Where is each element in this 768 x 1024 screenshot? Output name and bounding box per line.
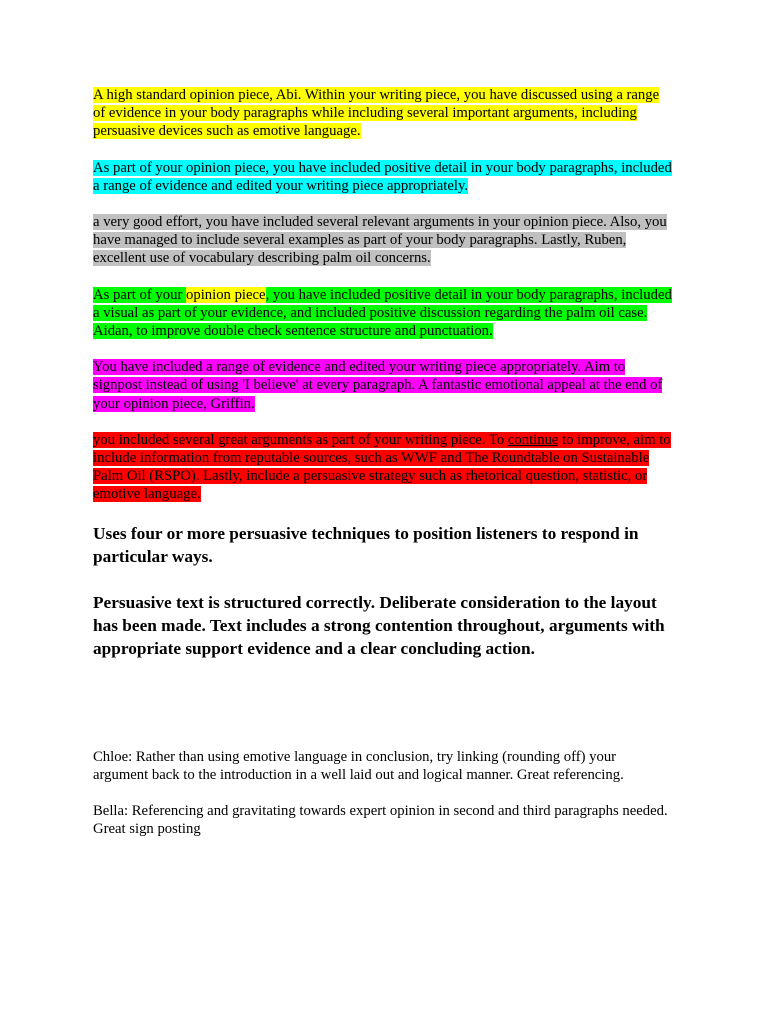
feedback-abi bbox=[93, 86, 673, 141]
cyan-highlight-text: As part of your opinion piece, you have included positive detail in your body paragraphs, included a range of evidence and edited your writing piece appropriately. bbox=[93, 159, 672, 194]
yellow-highlight-text: A high standard opinion piece, Abi. Within your writing piece, you have discussed using a range of evidence in your body paragraphs while including several important arguments, including persuasive devices such as emotive language. bbox=[93, 87, 660, 140]
feedback-aidan bbox=[93, 286, 673, 341]
peer-note-chloe: Chloe: Rather than using emotive language in conclusion, try linking (rounding off) your argument back to the introduction in a well laid out and logical manner. Great referencing. bbox=[93, 748, 624, 783]
feedback-griffin bbox=[93, 358, 673, 413]
feedback-ruben bbox=[93, 213, 673, 268]
green-highlight-text-rest: , you have included positive detail in your body paragraphs, included a visual as part of your evidence, and included positive discussion regarding the palm oil case. Aidan, to improve double check sentence structure and punctuation. bbox=[93, 286, 672, 340]
feedback-cyan bbox=[93, 159, 673, 195]
magenta-highlight-text: You have included a range of evidence and edited your writing piece appropriately. Aim to signpost instead of using 'I believe' at every paragraph. A fantastic emotional appeal at the end of your opinion piece, Griffin. bbox=[93, 359, 663, 412]
gray-highlight-text: a very good effort, you have included several relevant arguments in your opinion piece. Also, you have managed to include several examples as part of your body paragraphs. Lastly, Ruben, excellent use of vocabulary describing palm oil concerns. bbox=[93, 214, 667, 267]
document-page bbox=[93, 86, 673, 856]
red-highlight-text-rest: to improve, aim to include information from reputable sources, such as WWF and The Roundtable on Sustainable Palm Oil (RSPO). Lastly, include a persuasive strategy such as rhetorical question, statistic, or emotive language. bbox=[93, 431, 671, 503]
red-highlight-underlined-word: continue bbox=[507, 431, 559, 448]
red-highlight-text-start: you included several great arguments as part of your writing piece. To bbox=[93, 431, 508, 448]
feedback-red bbox=[93, 431, 673, 504]
blank-space bbox=[93, 660, 673, 748]
yellow-highlight-inline: opinion piece bbox=[186, 286, 266, 303]
criteria-persuasive-techniques: Uses four or more persuasive techniques to position listeners to respond in particular ways. bbox=[93, 523, 639, 566]
peer-note-bella: Bella: Referencing and gravitating towards expert opinion in second and third paragraphs needed. Great sign posting bbox=[93, 803, 668, 838]
green-highlight-text-start: As part of your bbox=[93, 286, 187, 303]
criteria-structure: Persuasive text is structured correctly. Deliberate consideration to the layout has been made. Text includes a strong contention throughout, arguments with appropriate support evidence and a clear concluding action. bbox=[93, 592, 665, 658]
